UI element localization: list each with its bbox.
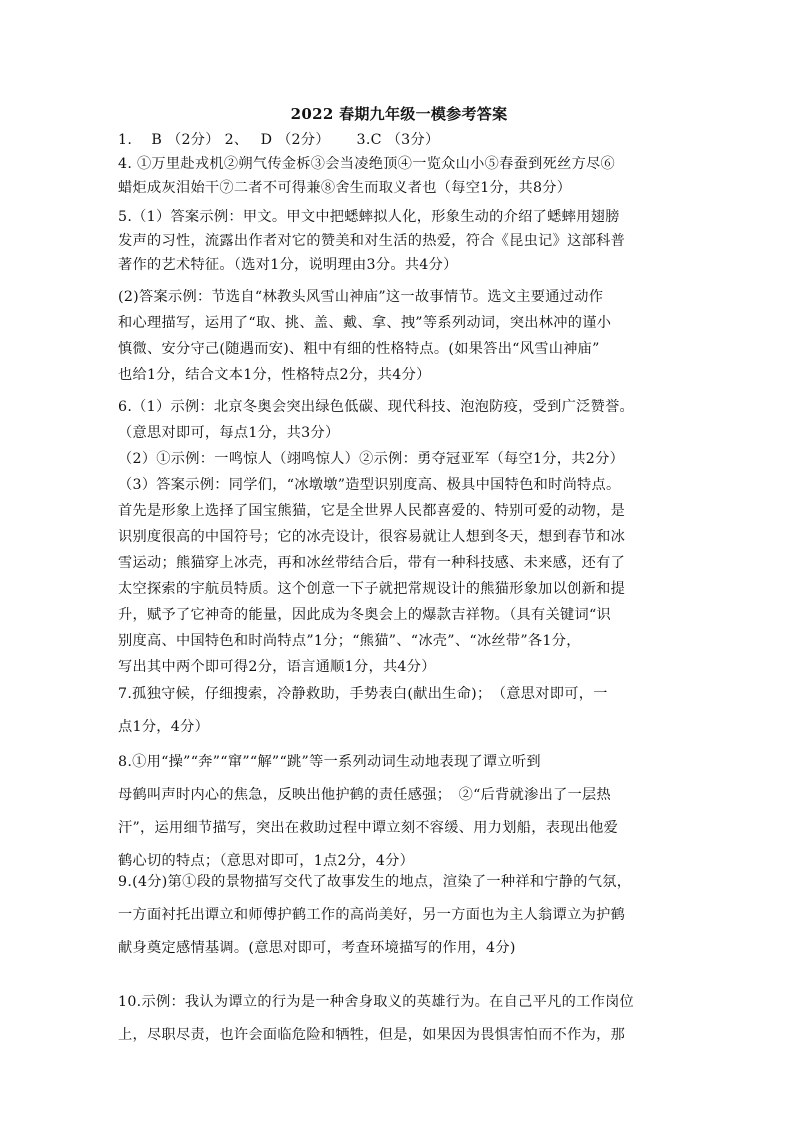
answer-q5-2 xyxy=(118,284,680,388)
answer-q1-3 xyxy=(118,128,680,152)
text-line: 识别度很高的中国符号；它的冰壳设计，很容易就让人想到冬天，想到春节和冰 xyxy=(118,529,626,545)
answer-q10 xyxy=(118,986,680,1052)
text-line: 发声的习性，流露出作者对它的赞美和对生活的热爱，符合《昆虫记》这部科普 xyxy=(118,233,626,249)
text-line: 6.（1）示例：北京冬奥会突出绿色低碳、现代科技、泡泡防疫，受到广泛赞誉。 xyxy=(118,399,635,415)
text-line: （3）答案示例：同学们，“冰墩墩”造型识别度高、极具中国特色和时尚特点。 xyxy=(118,477,621,493)
text-line: 首先是形象上选择了国宝熊猫，它是全世界人民都喜爱的、特别可爱的动物，是 xyxy=(118,503,626,519)
text-line: 1. B （2分） 2、 D （2分） 3.C （3分） xyxy=(118,132,440,148)
text-line: 4. ①万里赴戎机②朔气传金柝③会当凌绝顶④一览众山小⑤春蚕到死丝方尽⑥ xyxy=(118,156,616,172)
answer-q6-3 xyxy=(118,472,680,680)
text-line: 太空探索的宇航员特质。这个创意一下子就把常规设计的熊猫形象加以创新和提 xyxy=(118,581,626,597)
page-title: 2022 春期九年级一模参考答案 xyxy=(290,105,508,123)
answer-q4 xyxy=(118,152,680,200)
answer-q6-2 xyxy=(118,446,680,472)
text-line: 和心理描写，运用了“取、挑、盖、戴、拿、拽”等系列动词，突出林冲的谨小 xyxy=(118,315,612,331)
text-line: 一方面衬托出谭立和师傅护鹤工作的高尚美好，另一方面也为主人翁谭立为护鹤 xyxy=(118,907,626,923)
text-line: 点1分，4分） xyxy=(118,719,210,735)
text-line: 著作的艺术特征。（选对1分，说明理由3分。共4分） xyxy=(118,257,458,273)
answer-q5-1 xyxy=(118,205,680,277)
text-line: 母鹤叫声时内心的焦急，反映出他护鹤的责任感强； ②“后背就渗出了一层热 xyxy=(118,787,612,803)
answer-q8 xyxy=(118,746,680,878)
text-line: 雪运动；熊猫穿上冰壳，再和冰丝带结合后，带有一种科技感、未来感，还有了 xyxy=(118,555,626,571)
text-line: 10.示例：我认为谭立的行为是一种舍身取义的英雄行为。在自己平凡的工作岗位 xyxy=(118,994,635,1010)
text-line: 汗”，运用细节描写，突出在救助过程中谭立刻不容缓、用力划船，表现出他爱 xyxy=(118,820,619,836)
text-line: （2）①示例：一鸣惊人（翊鸣惊人）②示例：勇夺冠亚军（每空1分，共2分） xyxy=(118,451,625,467)
text-line: 也给1分，结合文本1分，性格特点2分，共4分） xyxy=(118,367,431,383)
answer-q6-1 xyxy=(118,394,680,446)
text-line: 上，尽职尽责，也许会面临危险和牺牲，但是，如果因为畏惧害怕而不作为，那 xyxy=(118,1027,626,1043)
text-line: 慎微、安分守己(随遇而安)、粗中有细的性格特点。(如果答出“风雪山神庙” xyxy=(118,341,600,357)
answer-q9 xyxy=(118,866,680,965)
text-line: (2)答案示例：节选自“林教头风雪山神庙”这一故事情节。选文主要通过动作 xyxy=(118,289,604,305)
text-line: 别度高、中国特色和时尚特点”1分；“熊猫”、“冰壳”、“冰丝带”各1分， xyxy=(118,633,581,649)
text-line: 9.(4分)第①段的景物描写交代了故事发生的地点，渲染了一种祥和宁静的气氛， xyxy=(118,874,632,890)
text-line: 写出其中两个即可得2分，语言通顺1分，共4分） xyxy=(118,659,436,675)
text-line: 8.①用“操”“奔”“窜”“解”“跳”等一系列动词生动地表现了谭立听到 xyxy=(118,754,541,770)
answer-q7 xyxy=(118,678,680,744)
text-line: 7.孤独守候，仔细搜索，冷静救助，手势表白(献出生命)； （意思对即可，一 xyxy=(118,686,608,702)
text-line: （意思对即可，每点1分，共3分） xyxy=(118,425,340,441)
text-line: 升，赋予了它神奇的能量，因此成为冬奥会上的爆款吉祥物。（具有关键词“识 xyxy=(118,607,612,623)
text-line: 蜡炬成灰泪始干⑦二者不可得兼⑧舍生而取义者也（每空1分，共8分） xyxy=(118,180,572,196)
text-line: 5.（1）答案示例：甲文。甲文中把蟋蟀拟人化，形象生动的介绍了蟋蟀用翅膀 xyxy=(118,209,620,225)
text-line: 鹤心切的特点；（意思对即可，1点2分，4分） xyxy=(118,853,415,869)
text-line: 献身奠定感情基调。(意思对即可，考查环境描写的作用，4分) xyxy=(118,940,516,956)
